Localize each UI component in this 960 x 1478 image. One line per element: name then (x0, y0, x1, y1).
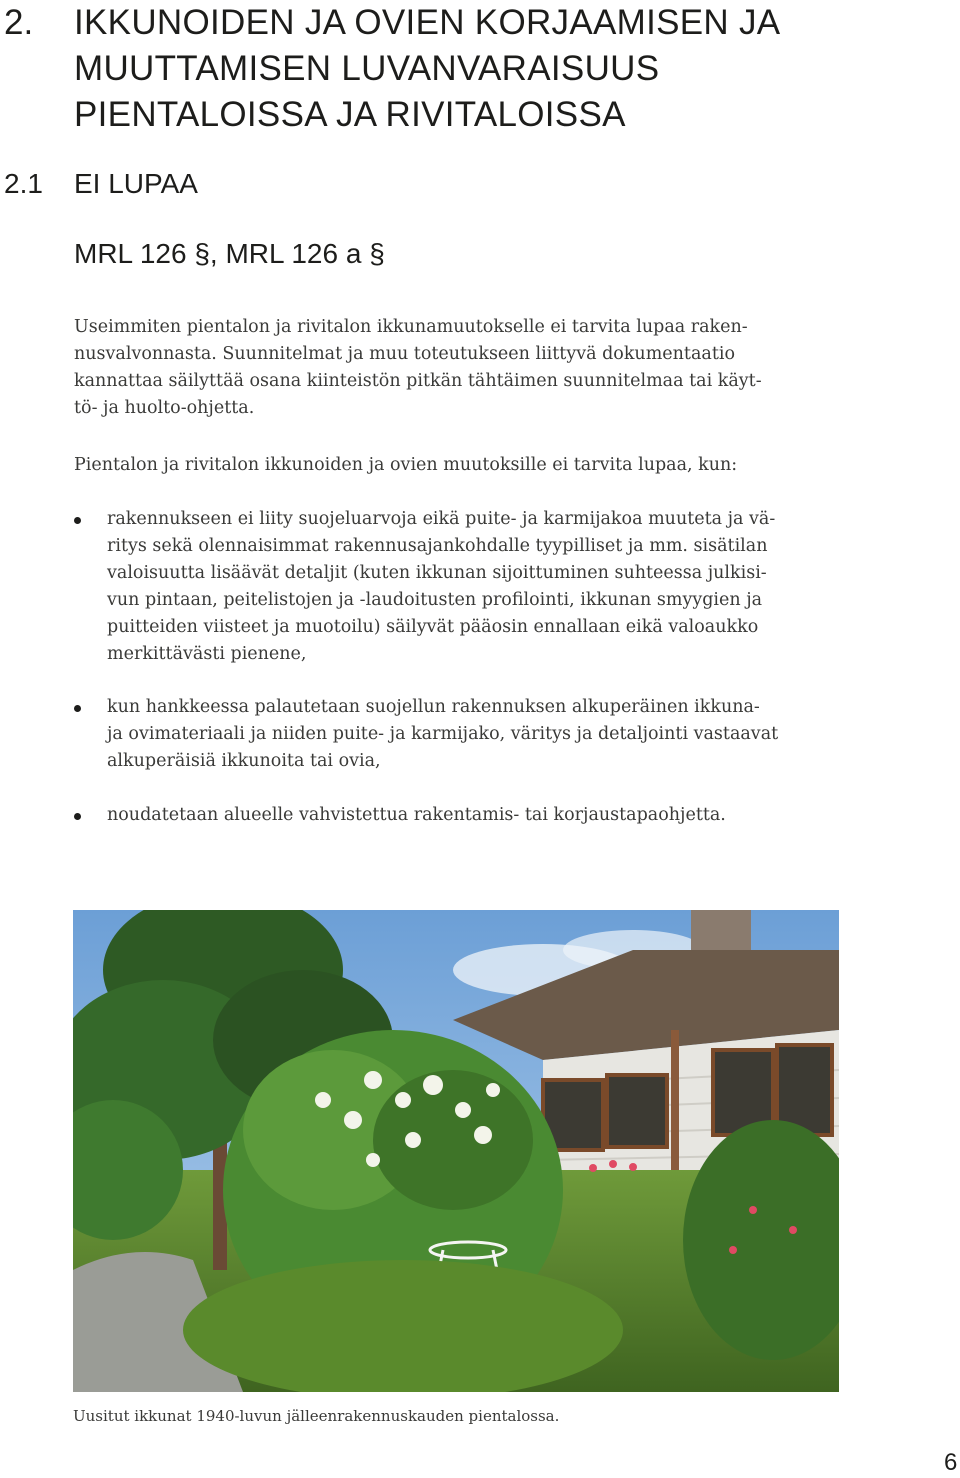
bullet-icon (74, 517, 81, 524)
list-item-text (107, 694, 778, 775)
list-line: puitteiden viisteet ja muotoilu) säilyvät pääosin ennallaan eikä valoaukko (107, 617, 759, 637)
intro-paragraph (74, 314, 844, 422)
list-line: alkuperäisiä ikkunoita tai ovia, (107, 751, 381, 771)
section-title: EI LUPAA (74, 168, 198, 199)
list-item-text (107, 802, 726, 829)
list-line: vun pintaan, peitelistojen ja -laudoitusten profilointi, ikkunan smyygien ja (107, 590, 763, 610)
list-line: valoisuutta lisäävät detaljit (kuten ikkunan sijoittuminen suhteessa julkisi- (107, 563, 767, 583)
chapter-title-line: IKKUNOIDEN JA OVIEN KORJAAMISEN JA (74, 3, 781, 42)
list-line: noudatetaan alueelle vahvistettua rakentamis- tai korjaustapaohjetta. (107, 805, 726, 825)
section-number: 2.1 (4, 168, 43, 199)
photo-caption: Uusitut ikkunat 1940-luvun jälleenrakennuskauden pientalossa. (73, 1407, 560, 1425)
house-photo (73, 910, 839, 1392)
bullet-icon (74, 813, 81, 820)
list-line: kun hankkeessa palautetaan suojellun rakennuksen alkuperäinen ikkuna- (107, 697, 760, 717)
chapter-title-line: MUUTTAMISEN LUVANVARAISUUS (74, 49, 660, 88)
intro-line: nusvalvonnasta. Suunnitelmat ja muu toteutukseen liittyvä dokumentaatio (74, 344, 735, 364)
page-number: 6 (944, 1449, 958, 1476)
law-reference: MRL 126 §, MRL 126 a § (74, 238, 385, 269)
list-line: ritys sekä olennaisimmat rakennusajankohdalle tyypilliset ja mm. sisätilan (107, 536, 768, 556)
lead-paragraph: Pientalon ja rivitalon ikkunoiden ja ovien muutoksille ei tarvita lupaa, kun: (74, 455, 738, 475)
intro-line: tö- ja huolto-ohjetta. (74, 398, 255, 418)
list-line: merkittävästi pienene, (107, 644, 307, 664)
intro-line: Useimmiten pientalon ja rivitalon ikkunamuutokselle ei tarvita lupaa raken- (74, 317, 748, 337)
list-item-text (107, 506, 775, 668)
list-line: ja ovimateriaali ja niiden puite- ja karmijako, väritys ja detaljointi vastaavat (107, 724, 779, 744)
chapter-title-line: PIENTALOISSA JA RIVITALOISSA (74, 95, 626, 134)
list-line: rakennukseen ei liity suojeluarvoja eikä puite- ja karmijakoa muuteta ja vä- (107, 509, 776, 529)
intro-line: kannattaa säilyttää osana kiinteistön pitkän tähtäimen suunnitelmaa tai käyt- (74, 371, 762, 391)
chapter-number: 2. (4, 3, 34, 42)
house-photo-illustration (73, 910, 839, 1392)
bullet-icon (74, 705, 81, 712)
chapter-title (74, 0, 934, 138)
